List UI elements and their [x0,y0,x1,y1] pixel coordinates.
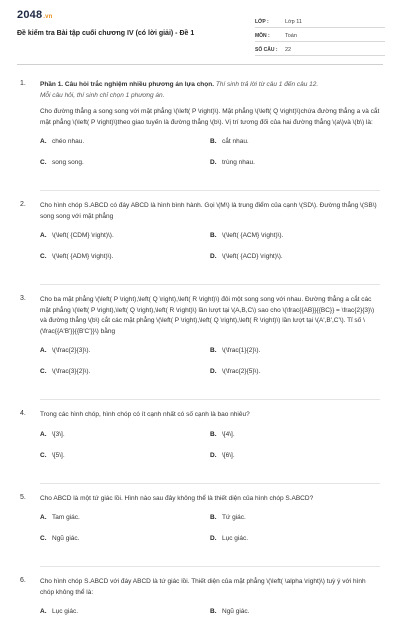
option-letter: B. [210,232,217,239]
option-letter: C. [40,253,47,260]
question-text: Cho hình chóp S.ABCD có đáy ABCD là hình bình hành. Gọi \(M\) là trung điểm của cạnh \(SD\). Đường thẳng \(SB\) song song với mặt phẳng [40,202,377,220]
option-c[interactable] [40,159,210,180]
site-logo[interactable] [17,9,53,21]
option-text: \[5\]. [52,451,65,459]
option-a[interactable] [40,347,210,368]
option-d[interactable] [210,159,380,180]
option-d[interactable] [210,253,380,274]
option-b[interactable] [210,138,380,159]
info-row-subject [255,28,385,42]
question-number: 5. [20,493,26,501]
info-label: MÔN : [255,33,270,39]
option-text: cắt nhau. [222,138,249,145]
answer-options [40,514,380,556]
info-label: SỐ CÂU : [255,47,278,53]
option-text: \[6\]. [222,451,235,459]
info-row-question-count [255,42,385,56]
option-a[interactable] [40,431,210,452]
question-text: Cho hình chóp S.ABCD với đáy ABCD là tứ giác lồi. Thiết diện của mặt phẳng \(\left( \alpha \right)\) tuỳ ý với hình chóp không thể là: [40,578,366,596]
option-text: \(\left( {ACD} \right)\). [222,253,283,260]
option-a[interactable] [40,514,210,535]
question-number: 1. [20,80,26,87]
question-number: 2. [20,201,26,208]
option-text: Tứ giác. [222,514,246,521]
answer-options [40,138,380,180]
option-letter: B. [210,347,217,354]
option-text: \[3\]. [52,430,65,438]
option-letter: A. [40,347,47,354]
option-text: song song. [52,159,84,166]
answer-options [40,431,380,473]
info-label: LỚP : [255,19,269,25]
question-2 [20,201,380,274]
option-letter: C. [40,159,47,166]
option-text: \(\frac{1}{2}\). [222,347,261,354]
section-heading [40,80,380,91]
option-b[interactable] [210,347,380,368]
question-text: Cho ba mặt phẳng \(\left( P \right),\left( Q \right),\left( R \right)\) đôi một song song với nhau. Đường thẳng a cắt các mặt phẳng \(\left( P \right),\left( Q \right),\left( R \right)\) lần lượt tại \(A,B,C\) sao cho \(\frac{{AB}}{{BC}} = \frac{2}{3}\) và đường thẳng \(b\) cắt các mặt phẳng \(\left( P \right),\left( Q \right),\left( R \right)\) lần lượt tại \(A',B',C'\). Tỉ số \(\frac{{A'B'}}{{B'C'}}\) bằng [40,296,375,335]
option-text: Lục giác. [222,535,249,542]
option-letter: C. [40,535,47,542]
option-letter: C. [40,451,47,459]
option-text: Tam giác. [52,514,80,521]
logo-text: 2048 [17,9,43,21]
option-c[interactable] [40,368,210,389]
question-number: 3. [20,295,26,302]
option-text: \(\frac{2}{3}\). [52,347,91,354]
question-list [20,80,380,639]
option-c[interactable] [40,452,210,473]
option-text: trùng nhau. [222,159,255,166]
option-b[interactable] [210,608,380,629]
page-header [0,0,400,62]
option-text: \(\left( {ADM} \right)\). [52,253,114,260]
option-letter: A. [40,232,47,239]
option-letter: A. [40,138,47,145]
option-letter: B. [210,514,217,521]
option-letter: D. [210,451,217,459]
header-divider [17,64,383,65]
info-value: Toán [285,33,297,39]
option-c[interactable] [40,535,210,556]
question-1 [20,80,380,180]
question-number: 4. [20,410,26,417]
option-d[interactable] [210,535,380,556]
info-value: Lớp 11 [285,19,302,25]
option-text: \[4\]. [222,430,235,438]
answer-options [40,232,380,274]
document-title: Đề kiểm tra Bài tập cuối chương IV (có lời giải) - Đề 1 [17,30,195,37]
option-letter: D. [210,253,217,260]
section-title: Phần 1. Câu hỏi trắc nghiệm nhiều phương án lựa chọn. [40,81,215,88]
question-text: Cho ABCD là một tứ giác lồi. Hình nào sau đây không thể là thiết diện của hình chóp S.ABCD? [40,494,314,502]
info-row-class [255,14,385,28]
question-4 [20,410,380,473]
question-3 [20,295,380,389]
option-letter: B. [210,430,217,438]
question-divider [40,284,380,285]
option-text: \(\frac{2}{5}\). [222,368,261,375]
question-text: Trong các hình chóp, hình chóp có ít cạnh nhất có số cạnh là bao nhiêu? [40,411,250,418]
option-text: \(\left( {CDM} \right)\). [52,232,114,239]
question-5 [20,494,380,557]
option-text: chéo nhau. [52,138,85,145]
option-a[interactable] [40,608,210,629]
option-text: Ngũ giác. [222,608,250,615]
question-text: Cho đường thẳng a song song với mặt phẳng \(\left( P \right)\). Mặt phẳng \(\left( Q \right)\)chứa đường thẳng a và cắt mặt phẳng \(\left( P \right)\)theo giao tuyến là đường thẳng \(b\). Vị trí tương đối của hai đường thẳng \(a\)và \(b\) là: [40,108,380,126]
option-letter: A. [40,514,47,521]
option-letter: D. [210,159,217,166]
question-number: 6. [20,577,26,584]
exam-info-panel [255,14,385,56]
option-text: Lục giác. [52,608,79,615]
logo-suffix: .vn [43,14,53,20]
question-divider [40,190,380,191]
option-c[interactable] [40,253,210,274]
option-a[interactable] [40,232,210,253]
option-d[interactable] [210,452,380,473]
option-b[interactable] [210,514,380,535]
option-letter: B. [210,608,217,615]
question-divider [40,566,380,567]
section-instruction: Thí sinh trả lời từ câu 1 đến câu 12. [214,81,319,88]
option-text: \(\left( {ACM} \right)\). [222,232,284,239]
answer-options [40,347,380,389]
option-letter: D. [210,535,217,542]
info-value: 22 [285,47,292,53]
option-b[interactable] [210,232,380,253]
option-letter: A. [40,430,47,438]
option-letter: C. [40,368,47,375]
question-divider [40,399,380,400]
option-text: Ngũ giác. [52,535,80,542]
option-letter: A. [40,608,47,615]
option-text: \(\frac{3}{2}\). [52,368,91,375]
option-d[interactable] [210,368,380,389]
answer-options [40,608,380,629]
option-letter: D. [210,368,217,375]
option-a[interactable] [40,138,210,159]
section-note: Mỗi câu hỏi, thí sinh chỉ chọn 1 phương án. [40,91,165,99]
option-b[interactable] [210,431,380,452]
option-letter: B. [210,138,217,145]
question-6 [20,577,380,629]
question-divider [40,483,380,484]
